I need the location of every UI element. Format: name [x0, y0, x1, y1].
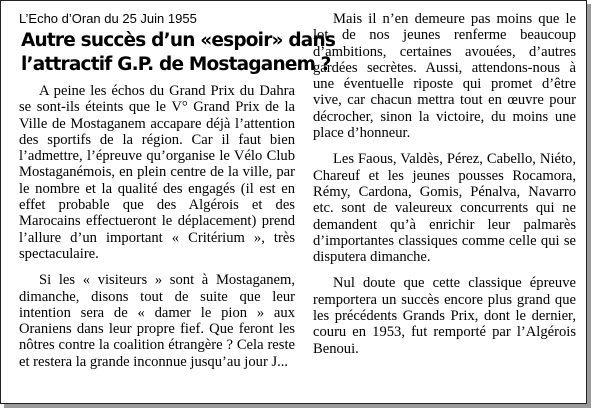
paragraph-2: Si les « visiteurs » sont à Mostaganem, dimanche, disons tout de suite que leur intention sera de « damer le pion » aux Oraniens dans leur propre fief. Que feront les nôtres contre la coalition étrangère ? Cela reste et restera la grande inconnue jusqu’au jour J... [19, 272, 295, 370]
headline-line-2: l’attractif G.P. de Mostaganem ? [21, 54, 331, 75]
paragraph-4: Les Faous, Valdès, Pérez, Cabello, Niéto, Chareuf et les jeunes pousses Rocamora, Rémy, Cardona, Gomis, Pénalva, Navarro etc. sont de valeureux concurrents qui ne demandent qu’à enrichir leur palmarès d’importantes classiques comme celle qui se disputera dimanche. [313, 151, 576, 266]
paragraph-5: Nul doute que cette classique épreuve remportera un succès encore plus grand que les précédents Grands Prix, dont le dernier, couru en 1953, fut remporté par l’Algérois Benoui. [313, 275, 576, 357]
right-column [313, 11, 576, 367]
headline [21, 29, 336, 77]
headline-line-1: Autre succès d’un «espoir» dans [21, 30, 336, 51]
paragraph-1: A peine les échos du Grand Prix du Dahra se sont-ils éteints que le V° Grand Prix de la Ville de Mostaganem accapare déjà l’attention des sportifs de la région. Car il faut bien l’admettre, l’épreuve qu’organise le Vélo Club Mostaganémois, en plein centre de la ville, par le nombre et la qualité des engagés (il est en effet probable que des Algérois et des Marocains effectueront le déplacement) prend l’allure d’un important « Critérium », très spectaculaire. [19, 83, 295, 262]
source-line: L’Echo d’Oran du 25 Juin 1955 [19, 11, 197, 26]
paragraph-3: Mais il n’en demeure pas moins que le lot de nos jeunes renferme beaucoup d’ambitions, certaines avouées, d’autres gardées secrètes. Aussi, attendons-nous à une éventuelle riposte qui promet d’être vive, car chacun mettra tout en œuvre pour décrocher, sinon la victoire, du moins une place d’honneur. [313, 11, 576, 142]
left-column [19, 83, 295, 380]
